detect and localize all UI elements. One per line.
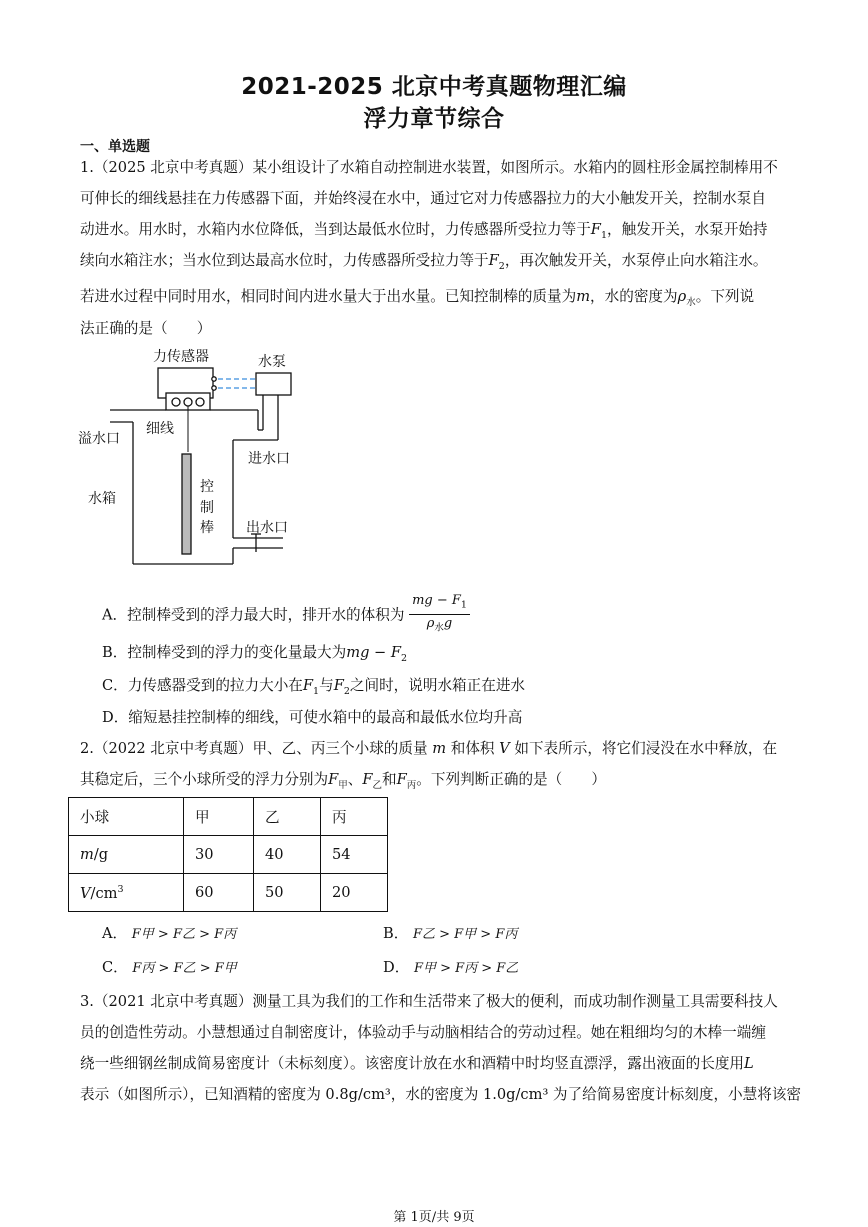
section-heading: 一、单选题 <box>80 139 150 155</box>
ball-data-table <box>68 797 388 912</box>
q1-line6: 法正确的是（ ） <box>80 320 212 337</box>
document-title: 2021-2025 北京中考真题物理汇编 <box>241 74 627 100</box>
label-force-sensor: 力传感器 <box>153 349 209 365</box>
table-cell: m/g <box>69 836 184 874</box>
q1-option-d: D．缩短悬挂控制棒的细线，可使水箱中的最高和最低水位均升高 <box>102 709 523 726</box>
label-inlet: 进水口 <box>248 451 290 467</box>
pump-box <box>256 373 291 395</box>
q1-option-c: C．力传感器受到的拉力大小在$F_1$与$F_2$之间时，说明水箱正在进水 <box>102 677 526 697</box>
table-row <box>69 798 388 836</box>
table-cell: $V/cm^3$ <box>69 874 184 912</box>
q3-line2: 员的创造性劳动。小慧想通过自制密度计，体验动手与动脑相结合的劳动过程。她在粗细均匀的木棒一端缠 <box>80 1024 766 1041</box>
control-rod <box>182 454 191 554</box>
q1-option-a: A．控制棒受到的浮力最大时，排开水的体积为 $\frac{mg - F_1}{\rho_水g}$ <box>102 592 470 636</box>
q3-line3: 绕一些细钢丝制成简易密度计（未标刻度）。该密度计放在水和酒精中时均竖直漂浮，露出液面的长度用L <box>80 1055 754 1072</box>
q2-line1: 2.（2022 北京中考真题）甲、乙、丙三个小球的质量 m 和体积 V 如下表所示，将它们浸没在水中释放，在 <box>80 740 778 757</box>
table-cell: 54 <box>321 836 388 874</box>
water-tank-diagram <box>78 342 318 582</box>
table-cell: 乙 <box>254 798 321 836</box>
q2-option-a: A． F甲 > F乙 > F丙 <box>102 925 237 942</box>
q1-line3: 动进水。用水时，水箱内水位降低，当到达最低水位时，力传感器所受拉力等于$F_1$，触发开关，水泵开始持 <box>80 221 768 241</box>
label-rod-3: 棒 <box>200 520 214 536</box>
table-row <box>69 874 388 912</box>
table-cell: 丙 <box>321 798 388 836</box>
q1-option-b: B．控制棒受到的浮力的变化量最大为mg − $F_2$ <box>102 644 408 664</box>
q2-option-b: B． F乙 > F甲 > F丙 <box>383 925 518 942</box>
q3-line4: 表示（如图所示），已知酒精的密度为 0.8g/cm³，水的密度为 1.0g/cm³ 为了给简易密度计标刻度，小慧将该密 <box>80 1086 802 1103</box>
label-overflow: 溢水口 <box>78 431 120 447</box>
table-cell: 小球 <box>69 798 184 836</box>
label-tank: 水箱 <box>88 491 116 507</box>
label-pump: 水泵 <box>258 354 286 370</box>
q1-line5: 若进水过程中同时用水，相同时间内进水量大于出水量。已知控制棒的质量为m，水的密度为$\rho_水$。下列说 <box>80 288 755 308</box>
table-cell: 60 <box>184 874 254 912</box>
table-cell: 甲 <box>184 798 254 836</box>
q2-option-c: C． F丙 > F乙 > F甲 <box>102 959 237 976</box>
label-outlet: 出水口 <box>246 520 288 536</box>
table-cell: 50 <box>254 874 321 912</box>
q2-option-d: D． F甲 > F丙 > F乙 <box>383 959 519 976</box>
document-subtitle: 浮力章节综合 <box>363 106 505 132</box>
q1-line4: 续向水箱注水；当水位到达最高水位时，力传感器所受拉力等于$F_2$，再次触发开关，水泵停止向水箱注水。 <box>80 252 768 272</box>
table-cell: 30 <box>184 836 254 874</box>
q3-line1: 3.（2021 北京中考真题）测量工具为我们的工作和生活带来了极大的便利，而成功制作测量工具需要科技人 <box>80 993 778 1010</box>
label-rod-2: 制 <box>200 500 214 516</box>
label-rod-1: 控 <box>200 479 214 495</box>
q2-line2: 其稳定后，三个小球所受的浮力分别为$F_甲$、$F_乙$和$F_丙$。下列判断正确的是（ ） <box>80 771 607 791</box>
table-cell: 20 <box>321 874 388 912</box>
page-number: 第 1页/共 9页 <box>393 1210 475 1225</box>
q1-line1: 1.（2025 北京中考真题）某小组设计了水箱自动控制进水装置，如图所示。水箱内的圆柱形金属控制棒用不 <box>80 159 778 176</box>
table-cell: 40 <box>254 836 321 874</box>
table-row <box>69 836 388 874</box>
label-thread: 细线 <box>146 421 174 437</box>
q1-line2: 可伸长的细线悬挂在力传感器下面，并始终浸在水中，通过它对力传感器拉力的大小触发开关，控制水泵自 <box>80 190 766 207</box>
